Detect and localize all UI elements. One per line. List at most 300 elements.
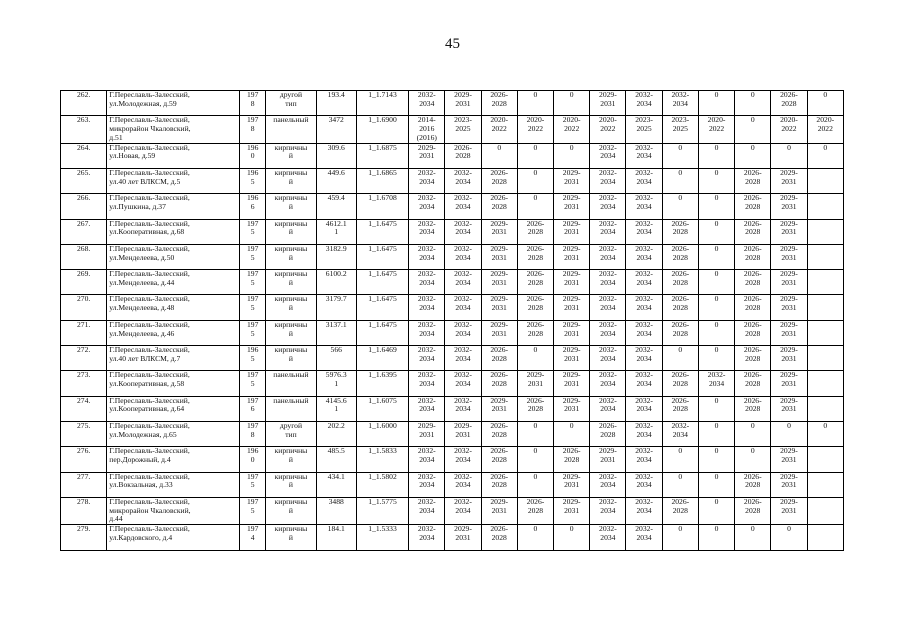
period-cell — [481, 168, 517, 193]
period-cell — [807, 346, 843, 371]
period-cell — [771, 143, 807, 168]
period-cell-line: 0 — [714, 524, 719, 534]
period-cell-line: 2029- — [780, 219, 798, 228]
period-cell — [626, 244, 662, 269]
period-cell-line: 2034 — [636, 480, 652, 490]
period-cell-line: 2026- — [671, 219, 690, 228]
row-number: 264. — [61, 143, 107, 168]
period-cell — [409, 320, 445, 345]
period-cell — [409, 447, 445, 472]
period-cell — [626, 320, 662, 345]
period-cell-line: 2029- — [490, 497, 509, 506]
period-cell-line: 2022 — [781, 124, 797, 134]
period-cell — [735, 91, 771, 116]
period-cell-line: 2032- — [599, 320, 617, 329]
period-cell-line: 2032- — [635, 143, 653, 152]
period-cell-line: 2029- — [417, 143, 436, 152]
address-cell — [107, 143, 240, 168]
period-cell-line: 2023- — [671, 115, 690, 125]
period-cell-line: 2032- — [599, 370, 617, 380]
period-cell-line: 0 — [714, 219, 719, 228]
period-cell-line: 0 — [533, 168, 538, 177]
period-cell-line: 2032- — [635, 269, 653, 279]
period-cell-line: 2034 — [600, 176, 616, 186]
address-cell-line: ул.Менделеева, д.48 — [109, 303, 175, 313]
period-cell-line: 2032- — [417, 524, 436, 534]
period-cell — [445, 421, 481, 446]
period-cell — [807, 244, 843, 269]
area-cell-line: 449.6 — [327, 168, 345, 177]
address-cell-line: Г.Переславль-Залесский, — [109, 320, 190, 329]
period-cell-line: 2029- — [526, 370, 545, 380]
period-cell — [662, 346, 698, 371]
address-cell — [107, 371, 240, 396]
period-cell — [807, 219, 843, 244]
period-cell-line: 2028 — [527, 277, 544, 287]
period-cell — [554, 371, 590, 396]
period-cell-line: 2026- — [743, 345, 762, 355]
period-cell-line: 2016 — [419, 124, 435, 134]
period-cell — [735, 371, 771, 396]
period-cell-line: 2026- — [780, 90, 798, 99]
period-cell-line: 2029- — [780, 320, 798, 329]
period-cell-line: 2032- — [635, 90, 653, 99]
period-cell — [409, 295, 445, 320]
period-cell-line: 0 — [533, 143, 538, 152]
year-cell-line: 197 — [247, 294, 259, 304]
address-cell-line: Г.Переславль-Залесский, — [109, 446, 190, 456]
period-cell-line: 2028 — [672, 505, 688, 515]
period-cell — [735, 421, 771, 446]
period-cell-line: 2034 — [636, 505, 652, 515]
period-cell — [517, 194, 553, 219]
period-cell — [481, 295, 517, 320]
period-cell — [771, 168, 807, 193]
wall-type-cell — [266, 295, 316, 320]
period-cell — [590, 320, 626, 345]
year-cell-line: 5 — [250, 353, 255, 363]
period-cell-line: 2034 — [419, 404, 435, 414]
period-cell-line: 0 — [678, 143, 683, 152]
period-cell-line: 2031 — [781, 176, 797, 186]
period-cell-line: 2034 — [708, 379, 725, 389]
period-cell-line: 2029- — [562, 396, 581, 405]
period-cell — [409, 143, 445, 168]
table-row — [61, 371, 844, 396]
period-cell — [698, 168, 734, 193]
period-cell-line: 2034 — [600, 151, 616, 161]
period-cell — [590, 194, 626, 219]
address-cell-line: ул.Пушкина, д.37 — [109, 202, 166, 212]
period-cell-line: 2032- — [671, 90, 690, 99]
year-cell — [240, 244, 266, 269]
period-cell-line: 2026- — [490, 345, 509, 355]
period-cell-line: 2034 — [419, 455, 435, 465]
row-number: 265. — [61, 168, 107, 193]
period-cell-line: 2026- — [743, 244, 762, 253]
period-cell-line: 2032- — [417, 320, 436, 329]
period-cell — [517, 447, 553, 472]
period-cell — [481, 472, 517, 497]
period-cell — [481, 346, 517, 371]
period-cell-line: 2032- — [599, 143, 617, 152]
period-cell-line: 2032- — [599, 497, 617, 506]
period-cell-line: 2032- — [635, 497, 653, 506]
period-cell-line: 2032- — [417, 345, 436, 355]
period-cell-line: 2029- — [562, 472, 581, 481]
housing-repair-schedule-table — [60, 90, 844, 551]
period-cell-line: 2031 — [455, 533, 471, 543]
period-cell-line: 2028 — [745, 328, 761, 338]
area-cell-line: 193.4 — [327, 90, 345, 99]
period-cell-line: 2032- — [635, 345, 653, 355]
area-cell — [316, 194, 356, 219]
address-cell-line: Г.Переславль-Залесский, — [109, 524, 190, 534]
period-cell-line: 2034 — [455, 303, 471, 313]
period-cell-line: 2026- — [490, 168, 509, 177]
period-cell-line: 2026- — [743, 269, 762, 279]
period-cell — [409, 421, 445, 446]
address-cell-line: микрорайон Чкаловский, — [109, 124, 191, 134]
area-cell — [316, 270, 356, 295]
year-cell — [240, 525, 266, 550]
wall-type-cell — [266, 91, 316, 116]
area-cell-line: 434.1 — [327, 472, 345, 481]
period-cell-line: 0 — [823, 421, 828, 430]
period-cell-line: 2028 — [491, 533, 507, 543]
address-cell-line: ул.Менделеева, д.46 — [109, 328, 175, 338]
period-cell — [481, 91, 517, 116]
period-cell-line: 2031 — [564, 505, 580, 515]
wall-type-cell-line: кирпичны — [274, 497, 308, 506]
period-cell — [590, 525, 626, 550]
period-cell-line: 2032- — [417, 294, 436, 304]
period-cell — [554, 168, 590, 193]
address-cell — [107, 219, 240, 244]
address-cell-line: ул.40 лет ВЛКСМ, д.5 — [109, 176, 181, 186]
period-cell-line: 2028 — [600, 429, 616, 439]
area-cell — [316, 320, 356, 345]
row-number: 266. — [61, 194, 107, 219]
period-cell — [771, 219, 807, 244]
period-cell-line: 2031 — [781, 328, 797, 338]
period-cell-line: 2034 — [455, 277, 471, 287]
period-cell-line: 2028 — [672, 328, 688, 338]
area-cell-line: 3179.7 — [325, 294, 347, 304]
period-cell — [698, 421, 734, 446]
period-cell-line: 0 — [678, 446, 683, 456]
period-cell-line: 2034 — [600, 252, 616, 262]
period-cell-line: 2026- — [743, 396, 762, 405]
period-cell-line: 2034 — [636, 455, 652, 465]
period-cell-line: 2032- — [454, 320, 472, 329]
period-cell-line: 2032- — [635, 168, 653, 177]
table-row — [61, 320, 844, 345]
period-cell-line: 2031 — [564, 277, 580, 287]
period-cell-line: 2028 — [672, 227, 688, 237]
period-cell-line: 2032- — [635, 219, 653, 228]
wall-type-cell-line: кирпичны — [274, 269, 308, 279]
period-cell — [445, 320, 481, 345]
address-cell — [107, 396, 240, 421]
period-cell — [445, 219, 481, 244]
area-cell — [316, 525, 356, 550]
address-cell — [107, 168, 240, 193]
table-body — [61, 91, 844, 551]
period-cell-line: 2034 — [455, 202, 471, 212]
period-cell-line: 0 — [714, 143, 719, 152]
period-cell-line: 0 — [714, 294, 719, 304]
period-cell-line: 2026- — [526, 320, 545, 329]
period-cell-line: 0 — [787, 524, 791, 534]
period-cell — [626, 346, 662, 371]
period-cell — [445, 396, 481, 421]
period-cell-line: 0 — [714, 193, 719, 203]
period-cell — [445, 525, 481, 550]
period-cell — [445, 194, 481, 219]
period-cell-line: 2034 — [636, 353, 652, 363]
table-row — [61, 447, 844, 472]
index-code-cell: 1_1.6469 — [356, 346, 408, 371]
period-cell-line: 2020- — [816, 115, 835, 125]
period-cell — [481, 244, 517, 269]
period-cell — [409, 472, 445, 497]
row-number: 278. — [61, 497, 107, 524]
period-cell-line: 2032- — [417, 446, 436, 456]
period-cell-line: 2026- — [454, 143, 472, 152]
index-code-cell: 1_1.6000 — [356, 421, 408, 446]
period-cell — [445, 346, 481, 371]
year-cell — [240, 346, 266, 371]
index-code-cell: 1_1.6875 — [356, 143, 408, 168]
period-cell-line: 2026- — [671, 370, 690, 380]
address-cell-line: Г.Переславль-Залесский, — [109, 168, 190, 177]
period-cell-line: 2026- — [490, 472, 509, 481]
address-cell — [107, 91, 240, 116]
period-cell-line: 2032- — [454, 370, 472, 380]
period-cell — [626, 497, 662, 524]
period-cell-line: 2031 — [491, 505, 507, 515]
year-cell-line: 197 — [247, 269, 259, 279]
index-code-cell: 1_1.5802 — [356, 472, 408, 497]
wall-type-cell — [266, 525, 316, 550]
period-cell-line: 2034 — [636, 533, 652, 543]
period-cell-line: 0 — [533, 345, 538, 355]
address-cell-line: Г.Переславль-Залесский, — [109, 143, 190, 152]
period-cell — [554, 421, 590, 446]
period-cell-line: 2028 — [745, 353, 761, 363]
row-number: 262. — [61, 91, 107, 116]
period-cell — [445, 371, 481, 396]
period-cell-line: 2034 — [455, 227, 471, 237]
period-cell-line: 2032- — [454, 497, 472, 506]
period-cell — [481, 143, 517, 168]
year-cell-line: 197 — [247, 219, 259, 228]
period-cell — [807, 396, 843, 421]
period-cell-line: 2032- — [417, 396, 436, 405]
period-cell — [662, 497, 698, 524]
period-cell-line: 2026- — [526, 269, 545, 279]
table-row — [61, 168, 844, 193]
period-cell-line: 0 — [750, 421, 755, 430]
period-cell-line: 2028 — [564, 455, 580, 465]
period-cell — [626, 219, 662, 244]
year-cell-line: 196 — [247, 168, 259, 177]
wall-type-cell — [266, 194, 316, 219]
area-cell-line: 202.2 — [327, 421, 345, 430]
period-cell-line: 2031 — [455, 429, 471, 439]
period-cell — [517, 270, 553, 295]
period-cell — [554, 295, 590, 320]
period-cell-line: 2032- — [599, 396, 617, 405]
period-cell-line: 2031 — [781, 277, 797, 287]
area-cell — [316, 396, 356, 421]
period-cell-line: 2032- — [417, 244, 436, 253]
period-cell-line: 0 — [714, 396, 719, 405]
period-cell-line: 0 — [569, 90, 574, 99]
period-cell-line: 2023- — [454, 115, 472, 125]
period-cell-line: 2034 — [419, 379, 435, 389]
period-cell — [481, 447, 517, 472]
period-cell — [698, 116, 734, 143]
period-cell-line: 0 — [714, 446, 719, 456]
period-cell-line: 2026- — [743, 193, 762, 203]
area-cell-line: 309.6 — [327, 143, 345, 152]
period-cell-line: 2032- — [454, 446, 472, 456]
period-cell-line: 2032- — [599, 524, 617, 534]
period-cell — [807, 143, 843, 168]
period-cell-line: 2022 — [817, 124, 833, 134]
address-cell — [107, 346, 240, 371]
index-code-cell: 1_1.6075 — [356, 396, 408, 421]
period-cell-line: 2020- — [599, 115, 617, 125]
address-cell-line: Г.Переславль-Залесский, — [109, 497, 190, 506]
period-cell — [590, 346, 626, 371]
period-cell-line: 2020- — [562, 115, 581, 125]
period-cell — [807, 472, 843, 497]
period-cell-line: 2028 — [745, 176, 761, 186]
period-cell — [662, 320, 698, 345]
period-cell-line: 2022 — [564, 124, 580, 134]
period-cell — [698, 143, 734, 168]
period-cell-line: 2031 — [600, 98, 616, 108]
period-cell-line: 2029- — [780, 193, 798, 203]
period-cell-line: 2031 — [419, 151, 435, 161]
wall-type-cell — [266, 270, 316, 295]
period-cell — [735, 244, 771, 269]
area-cell — [316, 447, 356, 472]
year-cell-line: 5 — [250, 328, 255, 338]
area-cell — [316, 472, 356, 497]
page-number: 45 — [445, 36, 460, 52]
row-number: 275. — [61, 421, 107, 446]
period-cell-line: 0 — [533, 472, 538, 481]
period-cell-line: 2014- — [417, 115, 436, 125]
period-cell-line: 2032- — [417, 269, 436, 279]
year-cell — [240, 472, 266, 497]
period-cell — [554, 525, 590, 550]
period-cell-line: 2028 — [672, 404, 688, 414]
area-cell — [316, 91, 356, 116]
period-cell-line: 0 — [714, 497, 719, 506]
period-cell-line: 2028 — [745, 303, 761, 313]
period-cell-line: 2028 — [745, 277, 761, 287]
period-cell — [517, 497, 553, 524]
year-cell-line: 197 — [247, 524, 259, 534]
row-number: 263. — [61, 116, 107, 143]
table-row — [61, 295, 844, 320]
period-cell-line: 2025 — [636, 124, 652, 134]
period-cell-line: (2016) — [416, 132, 437, 142]
period-cell-line: 2034 — [636, 151, 652, 161]
period-cell-line: 2032- — [635, 370, 653, 380]
period-cell-line: 2026- — [526, 219, 545, 228]
period-cell-line: 2029- — [490, 269, 509, 279]
area-cell — [316, 371, 356, 396]
period-cell-line: 2028 — [745, 480, 761, 490]
period-cell — [445, 497, 481, 524]
period-cell-line: 2032- — [599, 294, 617, 304]
period-cell-line: 2032- — [671, 421, 690, 430]
address-cell-line: ул.Кооперативная, д.64 — [109, 404, 185, 414]
period-cell-line: 2028 — [745, 252, 761, 262]
area-cell — [316, 219, 356, 244]
period-cell-line: 2031 — [564, 353, 580, 363]
period-cell — [626, 525, 662, 550]
period-cell-line: 2020- — [707, 115, 726, 125]
period-cell-line: 2034 — [636, 98, 652, 108]
period-cell-line: 0 — [678, 193, 683, 203]
period-cell-line: 2029- — [780, 472, 798, 481]
period-cell-line: 2029- — [780, 269, 798, 279]
year-cell-line: 196 — [247, 446, 259, 456]
wall-type-cell-line: панельный — [273, 370, 309, 380]
period-cell — [662, 371, 698, 396]
year-cell-line: 196 — [247, 345, 259, 355]
period-cell — [481, 396, 517, 421]
period-cell — [590, 244, 626, 269]
table-row — [61, 270, 844, 295]
period-cell — [409, 194, 445, 219]
wall-type-cell — [266, 219, 316, 244]
wall-type-cell — [266, 396, 316, 421]
period-cell — [554, 346, 590, 371]
period-cell — [590, 396, 626, 421]
year-cell-line: 8 — [250, 429, 255, 439]
period-cell-line: 2028 — [527, 404, 544, 414]
address-cell-line: Г.Переславль-Залесский, — [109, 115, 190, 125]
address-cell — [107, 320, 240, 345]
year-cell-line: 197 — [247, 320, 259, 329]
period-cell — [771, 194, 807, 219]
period-cell — [554, 320, 590, 345]
address-cell — [107, 270, 240, 295]
period-cell — [698, 525, 734, 550]
period-cell-line: 2028 — [491, 98, 507, 108]
period-cell — [409, 91, 445, 116]
period-cell-line: 2031 — [781, 227, 797, 237]
period-cell — [445, 168, 481, 193]
period-cell — [807, 525, 843, 550]
period-cell-line: 2029- — [562, 370, 581, 380]
period-cell — [409, 346, 445, 371]
period-cell — [662, 116, 698, 143]
period-cell — [807, 91, 843, 116]
period-cell-line: 2034 — [600, 404, 616, 414]
period-cell — [698, 472, 734, 497]
period-cell-line: 2032- — [454, 269, 472, 279]
period-cell-line: 2029- — [490, 294, 509, 304]
